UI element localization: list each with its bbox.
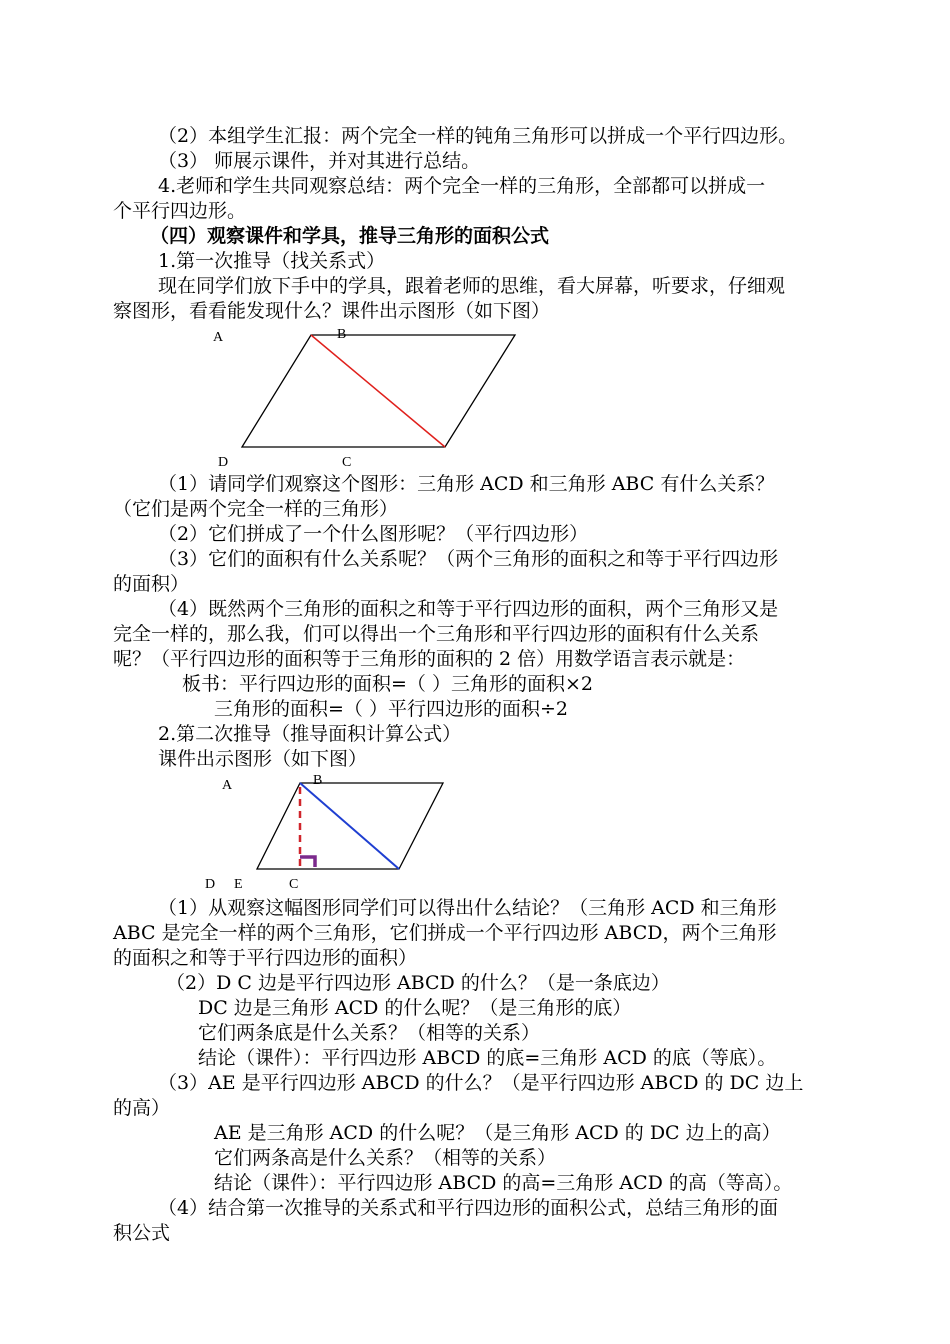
parallelogram-figure-1 bbox=[0, 322, 950, 472]
paragraph: 个平行四边形。 bbox=[113, 200, 247, 222]
paragraph: （3）它们的面积有什么关系呢？（两个三角形的面积之和等于平行四边形 bbox=[158, 548, 779, 570]
paragraph: 4.老师和学生共同观察总结：两个完全一样的三角形，全部都可以拼成一 bbox=[158, 175, 766, 197]
subheading: 1.第一次推导（找关系式） bbox=[158, 250, 386, 272]
paragraph: （3） 师展示课件，并对其进行总结。 bbox=[158, 150, 481, 172]
vertex-label-b: B bbox=[313, 773, 323, 788]
paragraph: （2）它们拼成了一个什么图形呢？（平行四边形） bbox=[158, 523, 589, 545]
paragraph: 现在同学们放下手中的学具，跟着老师的思维，看大屏幕，听要求，仔细观 bbox=[158, 275, 786, 297]
paragraph: AE 是三角形 ACD 的什么呢？（是三角形 ACD 的 DC 边上的高） bbox=[214, 1122, 781, 1144]
vertex-label-a: A bbox=[213, 330, 224, 345]
vertex-label-c: C bbox=[342, 455, 352, 470]
vertex-label-e: E bbox=[234, 877, 243, 892]
paragraph: （4）结合第一次推导的关系式和平行四边形的面积公式，总结三角形的面 bbox=[158, 1197, 779, 1219]
paragraph: 课件出示图形（如下图） bbox=[158, 748, 368, 770]
paragraph: 它们两条底是什么关系？（相等的关系） bbox=[198, 1022, 541, 1044]
vertex-label-c: C bbox=[289, 877, 299, 892]
paragraph: 的面积之和等于平行四边形的面积） bbox=[113, 947, 418, 969]
vertex-label-d: D bbox=[218, 455, 229, 470]
paragraph: ABC 是完全一样的两个三角形，它们拼成一个平行四边形 ABCD，两个三角形 bbox=[113, 922, 777, 944]
vertex-label-a: A bbox=[222, 778, 233, 793]
paragraph: （1）从观察这幅图形同学们可以得出什么结论？（三角形 ACD 和三角形 bbox=[158, 897, 777, 919]
paragraph: （2）本组学生汇报：两个完全一样的钝角三角形可以拼成一个平行四边形。 bbox=[158, 125, 798, 147]
paragraph: DC 边是三角形 ACD 的什么呢？（是三角形的底） bbox=[198, 997, 632, 1019]
paragraph: （它们是两个完全一样的三角形） bbox=[113, 498, 399, 520]
vertex-label-d: D bbox=[205, 877, 216, 892]
paragraph: 它们两条高是什么关系？（相等的关系） bbox=[214, 1147, 557, 1169]
right-angle-marker bbox=[300, 857, 315, 867]
diagonal-line bbox=[311, 335, 445, 447]
section-heading: （四）观察课件和学具，推导三角形的面积公式 bbox=[150, 225, 550, 247]
parallelogram-figure-2 bbox=[0, 770, 950, 895]
paragraph: 的高） bbox=[113, 1097, 171, 1119]
paragraph: 完全一样的，那么我，们可以得出一个三角形和平行四边形的面积有什么关系 bbox=[113, 623, 760, 645]
vertex-label-b: B bbox=[337, 327, 347, 342]
subheading: 2.第二次推导（推导面积计算公式） bbox=[158, 723, 462, 745]
paragraph: （1）请同学们观察这个图形：三角形 ACD 和三角形 ABC 有什么关系？ bbox=[158, 473, 775, 495]
paragraph: 积公式 bbox=[113, 1222, 171, 1244]
paragraph: 察图形，看看能发现什么？课件出示图形（如下图） bbox=[113, 300, 551, 322]
paragraph: （2）D C 边是平行四边形 ABCD 的什么？（是一条底边） bbox=[166, 972, 670, 994]
paragraph: （3）AE 是平行四边形 ABCD 的什么？（是平行四边形 ABCD 的 DC 边上 bbox=[158, 1072, 804, 1094]
paragraph: （4）既然两个三角形的面积之和等于平行四边形的面积，两个三角形又是 bbox=[158, 598, 779, 620]
paragraph: 结论（课件）：平行四边形 ABCD 的高=三角形 ACD 的高（等高）。 bbox=[214, 1172, 793, 1194]
board-writing: 板书：平行四边形的面积=（ ）三角形的面积×2 bbox=[182, 673, 593, 695]
paragraph: 的面积） bbox=[113, 573, 190, 595]
board-writing: 三角形的面积=（ ）平行四边形的面积÷2 bbox=[214, 698, 568, 720]
paragraph: 结论（课件）：平行四边形 ABCD 的底=三角形 ACD 的底（等底）。 bbox=[198, 1047, 777, 1069]
paragraph: 呢？（平行四边形的面积等于三角形的面积的 2 倍）用数学语言表示就是： bbox=[113, 648, 746, 670]
